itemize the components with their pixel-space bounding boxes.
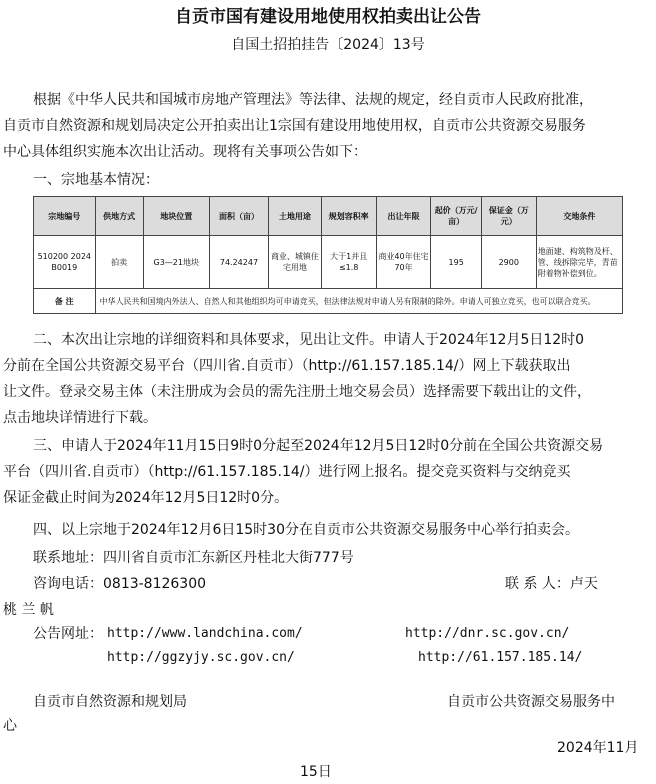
website-link-platform[interactable]: http://61.157.185.14/ [418, 650, 583, 665]
cell-method: 拍卖 [95, 236, 143, 289]
header-cell: 交地条件 [536, 197, 622, 236]
cell-deposit: 2900 [481, 236, 536, 289]
section-4: 四、以上宗地于2024年12月6日15时30分在自贡市公共资源交易服务中心举行拍卖会。 [33, 522, 579, 538]
section-2-line-1: 二、本次出让宗地的详细资料和具体要求，见出让文件。申请人于2024年12月5日12时0 [33, 332, 585, 348]
table-row [34, 236, 623, 289]
section-2-line-2: 分前在全国公共资源交易平台（四川省.自贡市）（http://61.157.185.14/）网上下载获取出 [3, 358, 571, 374]
cell-start-price: 195 [431, 236, 481, 289]
header-cell: 供地方式 [95, 197, 143, 236]
header-cell: 土地用途 [269, 197, 322, 236]
section-3-line-1: 三、申请人于2024年11月15日9时0分起至2024年12月5日12时0分前在全国公共资源交易 [33, 438, 604, 454]
cell-far: 大于1并且≤1.8 [321, 236, 376, 289]
section-3-line-2: 平台（四川省.自贡市）（http://61.157.185.14/）进行网上报名。提交竞买资料与交纳竞买 [3, 464, 571, 480]
header-cell: 起价（万元/亩） [431, 197, 481, 236]
contact-person-continued: 桃 兰 帆 [3, 602, 54, 618]
issuer-trading-center: 自贡市公共资源交易服务中 [447, 694, 615, 710]
website-link-dnr[interactable]: http://dnr.sc.gov.cn/ [405, 626, 570, 641]
header-cell: 保证金（万元） [481, 197, 536, 236]
website-link-landchina[interactable]: http://www.landchina.com/ [107, 626, 303, 641]
website-label: 公告网址： [33, 626, 103, 642]
table-note-row [34, 289, 623, 314]
contact-address: 联系地址：四川省自贡市汇东新区丹桂北大街777号 [33, 550, 354, 566]
note-label: 备 注 [34, 289, 96, 314]
cell-area: 74.24247 [209, 236, 268, 289]
section-1-heading: 一、宗地基本情况： [33, 172, 159, 188]
cell-location: G3—21地块 [143, 236, 209, 289]
issue-date-continued: 15日 [300, 764, 332, 780]
issuer-trading-center-continued: 心 [3, 718, 17, 734]
issuer-resources-bureau: 自贡市自然资源和规划局 [33, 694, 187, 710]
document-number: 自国土招拍挂告〔2024〕13号 [231, 37, 425, 53]
issue-date: 2024年11月 [557, 740, 639, 756]
section-3-line-3: 保证金截止时间为2024年12月5日12时0分。 [3, 490, 289, 506]
intro-line-3: 中心具体组织实施本次出让活动。现将有关事项公告如下： [3, 144, 367, 160]
header-cell: 规划容积率 [321, 197, 376, 236]
intro-line-1: 根据《中华人民共和国城市房地产管理法》等法律、法规的规定，经自贡市人民政府批准， [33, 92, 593, 108]
header-cell: 宗地编号 [34, 197, 96, 236]
parcel-table [33, 196, 623, 314]
website-link-ggzyjy[interactable]: http://ggzyjy.sc.gov.cn/ [107, 650, 295, 665]
cell-conditions: 地面建、构筑物及杆、管、线拆除完毕，青苗附着物补偿到位。 [536, 236, 622, 289]
header-cell: 出让年限 [376, 197, 431, 236]
section-2-line-3: 让文件。登录交易主体（未注册成为会员的需先注册土地交易会员）选择需要下载出让的文件， [3, 384, 591, 400]
note-text: 中华人民共和国境内外法人、自然人和其他组织均可申请竞买，但法律法规对申请人另有限制的除外。申请人可独立竞买，也可以联合竞买。 [95, 289, 622, 314]
announcement-title: 自贡市国有建设用地使用权拍卖出让公告 [175, 7, 481, 27]
contact-phone: 咨询电话：0813-8126300 [33, 576, 207, 592]
contact-person: 联 系 人：卢天 [505, 576, 598, 592]
cell-use: 商业、城镇住宅用地 [269, 236, 322, 289]
section-2-line-4: 点击地块详情进行下载。 [3, 410, 157, 426]
intro-line-2: 自贡市自然资源和规划局决定公开拍卖出让1宗国有建设用地使用权，自贡市公共资源交易服务 [3, 118, 586, 134]
cell-term: 商业40年住宅70年 [376, 236, 431, 289]
header-cell: 面积（亩） [209, 197, 268, 236]
table-header-row [34, 197, 623, 236]
cell-parcel-no: 510200 2024 B0019 [34, 236, 96, 289]
header-cell: 地块位置 [143, 197, 209, 236]
